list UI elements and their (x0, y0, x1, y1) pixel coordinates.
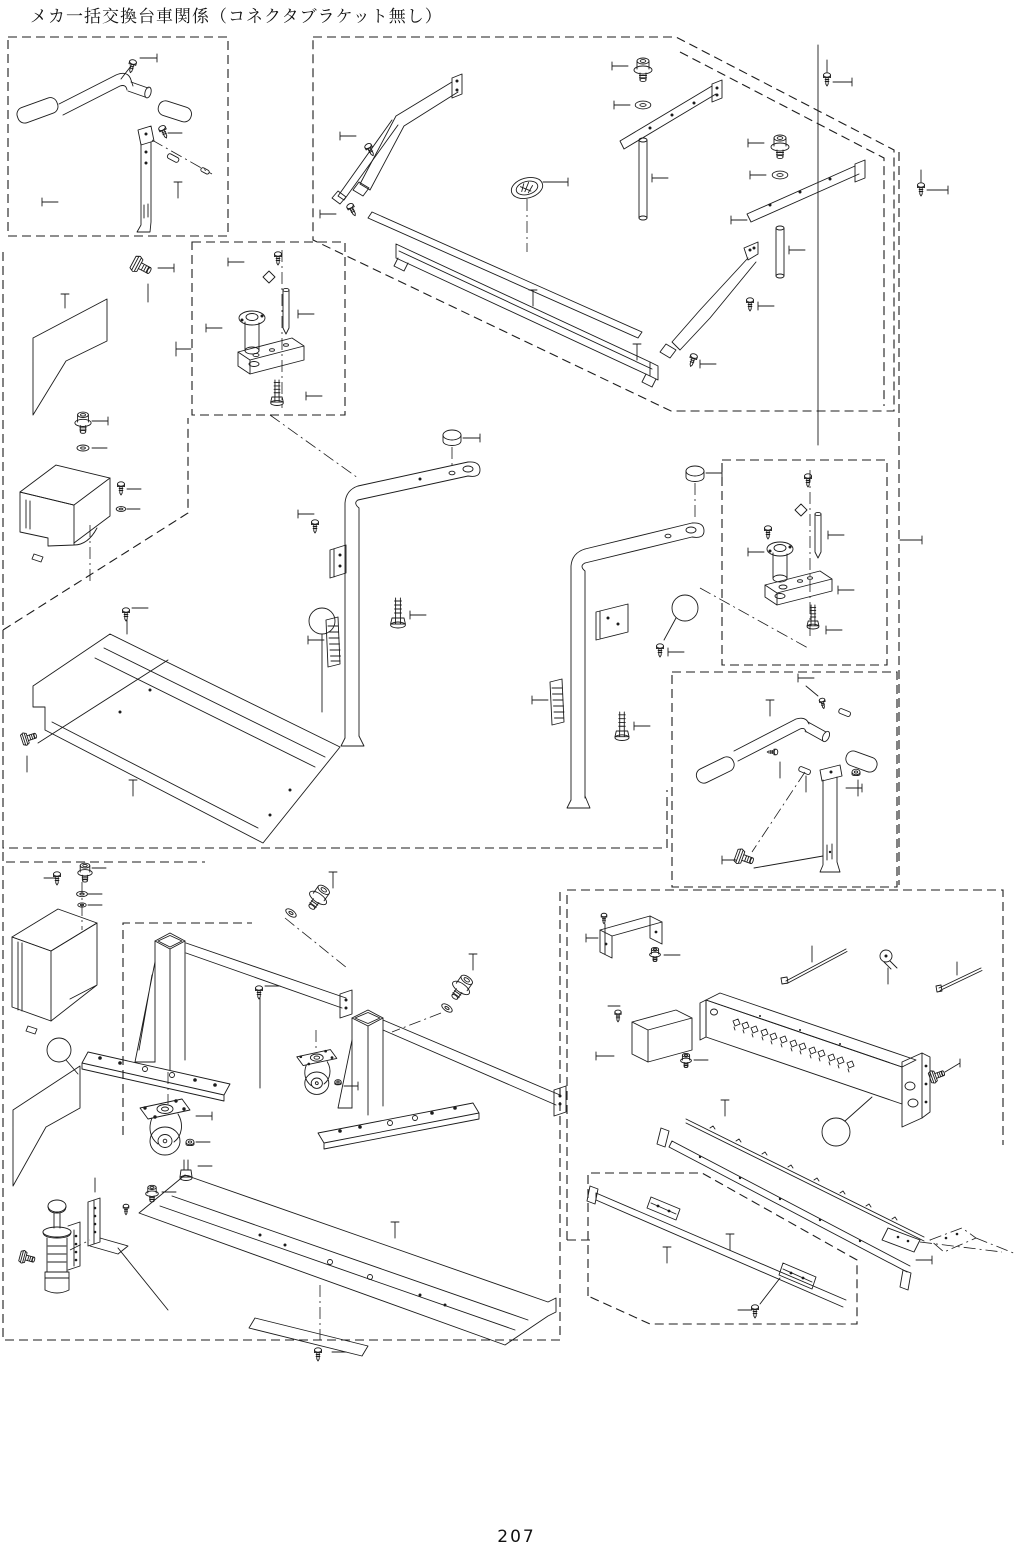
shoulder-bolt-1 (284, 872, 347, 968)
grip (694, 754, 737, 785)
flanged-bushing (767, 542, 793, 582)
scale-strip (550, 679, 564, 725)
tab (32, 554, 43, 562)
cover-hardware-lower (44, 863, 106, 930)
pin (798, 766, 811, 775)
square-post-top (155, 933, 185, 949)
tab (26, 1026, 37, 1034)
grip (156, 99, 193, 124)
mount-block (238, 338, 304, 374)
stand-frame-left (298, 430, 480, 746)
support-bar (137, 142, 151, 232)
bolt-column-2 (748, 135, 805, 278)
box-lock-upper (192, 242, 345, 415)
channel-bracket (586, 913, 680, 961)
beam (186, 943, 346, 1008)
bracket-bar-upper-right (620, 80, 722, 149)
cap (443, 430, 461, 446)
callout-balloon (47, 1038, 71, 1062)
handlebar-assembly-right (694, 674, 879, 872)
long-bolt (391, 598, 426, 628)
square-nut (263, 271, 275, 283)
pin (838, 708, 851, 717)
flanged-bushing (239, 311, 265, 354)
assembly-centerline (270, 415, 358, 478)
bracket-left (332, 74, 462, 204)
mount-bracket (88, 1198, 128, 1254)
bracket-bar-lower-right (731, 160, 865, 224)
pin (200, 167, 210, 175)
box-rails (588, 1173, 857, 1324)
box-top-frame (313, 37, 894, 411)
lock-assembly-right (748, 470, 922, 640)
bottom-plate (139, 1175, 556, 1345)
shoulder-bolt-2 (392, 954, 477, 1032)
caster-wheel (297, 1050, 337, 1095)
arm (358, 462, 480, 500)
post-assembly-right (318, 1010, 566, 1149)
small-box-part (596, 1006, 708, 1068)
cross-tube (394, 244, 658, 387)
rail-saddle-strip (686, 1100, 1002, 1252)
beam (383, 1020, 560, 1105)
pin (283, 290, 289, 334)
blank-plate-lower (13, 1066, 80, 1186)
grip (844, 749, 879, 774)
rail-inner (587, 1186, 846, 1318)
cover-panel-upper (20, 465, 110, 585)
cable-tie-1 (781, 946, 847, 984)
pin (815, 514, 821, 558)
handlebar-assembly-left (15, 54, 212, 232)
grip (15, 96, 60, 125)
group-boxes (3, 37, 1003, 1340)
cap (686, 466, 704, 482)
plunger-assembly (18, 1178, 176, 1310)
page-number: 207 (497, 1527, 536, 1547)
blank-plate-upper (33, 294, 107, 415)
callout-balloon (672, 595, 698, 621)
page-title: メカ一括交換台車関係（コネクタブラケット無し） (30, 7, 443, 27)
side-bracket (596, 604, 628, 640)
flat-plate-small (930, 1228, 1016, 1254)
saddle-slots (733, 1019, 854, 1072)
callout-balloon (822, 1118, 850, 1146)
lock-assembly-upper (176, 250, 322, 408)
side-bracket (330, 545, 346, 578)
long-bolt (615, 712, 650, 741)
bracket-right (660, 242, 758, 358)
stand-frame-right (532, 466, 722, 808)
base-plate (318, 1103, 479, 1149)
cable-clamp (880, 950, 897, 984)
leader-ticks (196, 1112, 212, 1166)
base-cover-plate (20, 608, 340, 843)
spacer (639, 140, 647, 218)
post (571, 549, 585, 800)
gusset (338, 1040, 352, 1108)
stopper-bolt (129, 255, 174, 302)
shim-strip (249, 1285, 368, 1361)
spacer (776, 228, 784, 276)
square-nut (795, 504, 807, 516)
callout-balloon (309, 608, 335, 634)
cover-panel-lower (12, 909, 97, 1034)
knob (48, 1200, 66, 1212)
base-plate (82, 1052, 230, 1101)
region-middle (3, 252, 667, 848)
region-bottom-left (3, 852, 560, 1340)
box-handlebar-left (8, 37, 228, 236)
cable-tie-2 (936, 962, 982, 992)
region-bottom-right (567, 890, 1003, 1240)
flat-stay (368, 212, 642, 338)
round-plate (509, 174, 545, 202)
caster-wheel (140, 1099, 190, 1155)
post (345, 486, 359, 738)
flange-disc (43, 1227, 71, 1237)
square-post-top (352, 1010, 383, 1026)
rail-front (657, 1128, 932, 1290)
connector-bracket-panel (700, 993, 930, 1127)
gusset (135, 962, 155, 1062)
box-handlebar-right (672, 672, 897, 887)
assembly-centerline (700, 588, 808, 648)
top-frame-assembly (320, 45, 948, 445)
cap (45, 1272, 69, 1293)
scale-strip (326, 617, 341, 667)
box-lock-right (722, 460, 887, 665)
body (47, 1238, 67, 1272)
